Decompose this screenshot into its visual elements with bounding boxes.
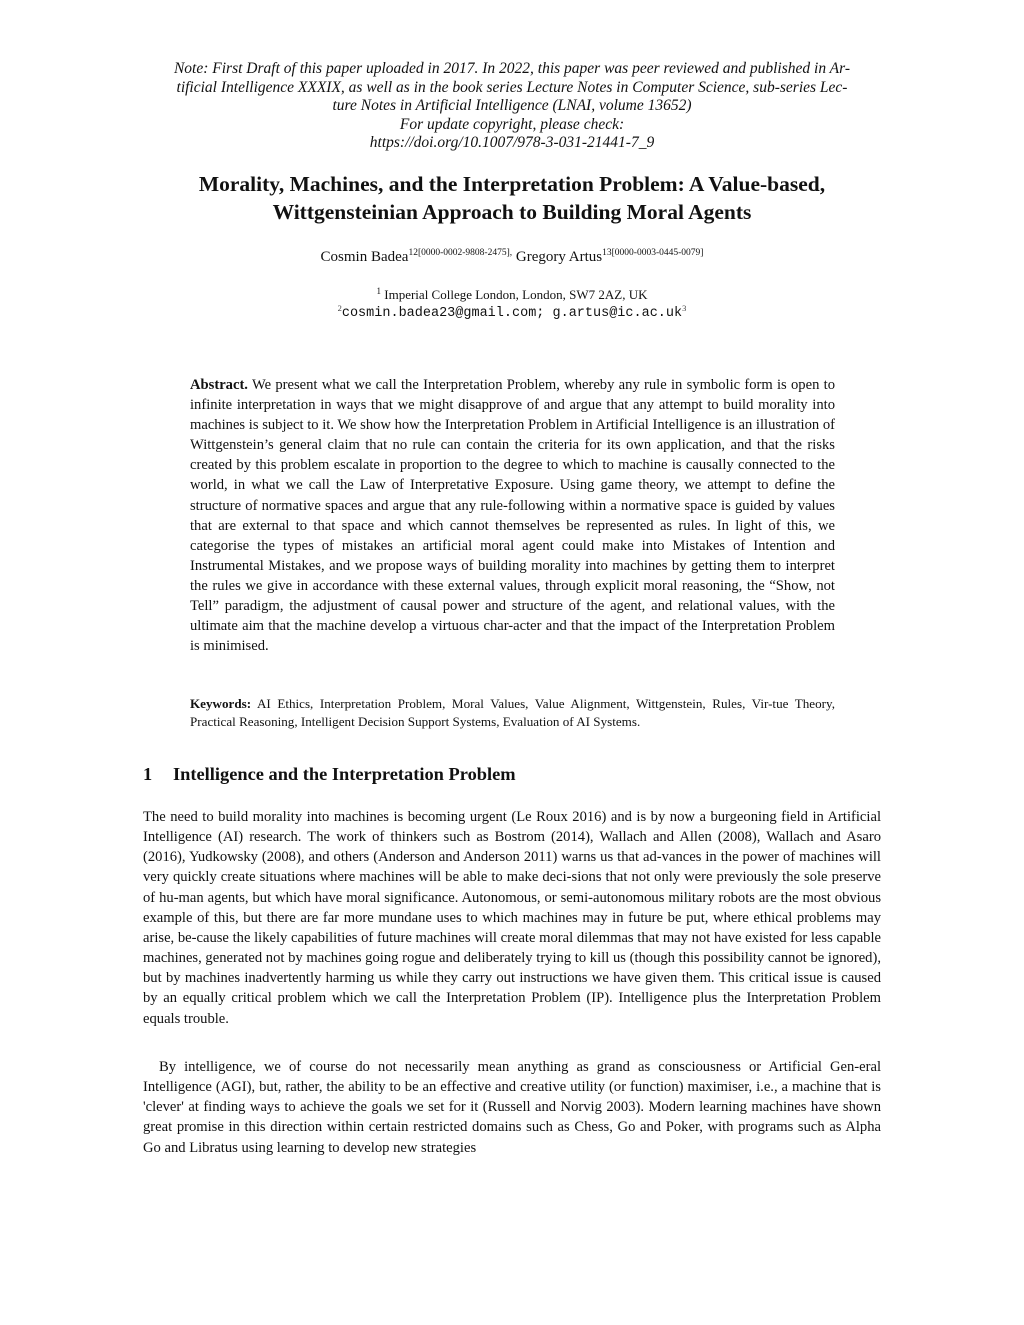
abstract-label: Abstract.: [190, 377, 248, 393]
note-line: tificial Intelligence XXXIX, as well as in the book series Lecture Notes in Computer Science, sub-series Lec-: [176, 78, 848, 96]
title-line-2: Wittgensteinian Approach to Building Moral Agents: [272, 200, 752, 224]
author-list: [0, 249, 1024, 266]
email-text[interactable]: cosmin.badea23@gmail.com; g.artus@ic.ac.uk: [341, 306, 683, 321]
abstract-text: We present what we call the Interpretation Problem, whereby any rule in symbolic form is open to infinite interpretation in ways that we might disapprove of and argue that any attempt to build morality into machines is subject to it. We show how the Interpretation Problem in Artificial Intelligence is an illustration of Wittgenstein’s general claim that no rule can contain the criteria for its own application, and that the risks created by this problem escalate in proportion to the degree to which to machine is causally connected to the world, in what we call the Law of Interpretative Exposure. Using game theory, we attempt to define the structure of normative spaces and argue that any rule-following within a normative space is guided by values that are external to that space and which cannot themselves be represented as rules. In light of this, we categorise the types of mistakes an artificial moral agent could make into Mistakes of Intention and Instrumental Mistakes, and we propose ways of building morality into machines by getting them to interpret the rules we give in accordance with these external values, through explicit moral reasoning, the “Show, not Tell” paradigm, the adjustment of causal power and structure of the agent, and relational values, with the ultimate aim that the machine develop a virtuous char-acter and that the impact of the Interpretation Problem is minimised.: [190, 377, 835, 655]
paper-title: [100, 170, 924, 226]
author-name: Gregory Artus: [515, 249, 603, 265]
affiliation-superscript: 1: [376, 286, 382, 296]
body-paragraph-1: The need to build morality into machines is becoming urgent (Le Roux 2016) and is by now a burgeoning field in Artificial Intelligence (AI) research. The work of thinkers such as Bostrom (2014), Wallach and Allen (2008), Wallach and Asaro (2016), Yudkowsky (2008), and others (Anderson and Anderson 2011) warns us that ad-vances in the power of machines will very quickly create situations where machines will be able to make deci-sions that not only were previously the sole preserve of hu-man agents, but which have moral significance. Autonomous, or semi-autonomous military robots are the most obvious example of this, but there are far more mundane uses to which machines may in future be put, where ethical problems may arise, be-cause the likely capabilities of future machines will create moral dilemmas that may not have existed for less capable machines, generated not by machines going rogue and deliberately trying to kill us (though this possibility cannot be ignored), but by machines inadvertently harming us while they carry out instructions we have given them. This critical issue is caused by an equally critical problem which we call the Interpretation Problem (IP). Intelligence plus the Interpretation Problem equals trouble.: [143, 809, 881, 1027]
note-line: Note: First Draft of this paper uploaded in 2017. In 2022, this paper was peer reviewed and published in Ar-: [173, 60, 851, 77]
affiliation: [0, 287, 1024, 303]
note-line: ture Notes in Artificial Intelligence (LNAI, volume 13652): [332, 97, 692, 115]
section-title: Intelligence and the Interpretation Problem: [173, 764, 516, 784]
note-line: For update copyright, please check:: [399, 115, 625, 133]
publication-note: [140, 60, 884, 153]
affiliation-text: Imperial College London, London, SW7 2AZ, UK: [384, 287, 648, 302]
email-superscript: 2: [337, 303, 342, 313]
author-name: Cosmin Badea: [320, 249, 409, 265]
section-heading: [143, 764, 516, 785]
title-line-1: Morality, Machines, and the Interpretation Problem: A Value-based,: [198, 172, 826, 196]
email-superscript: 3: [682, 303, 687, 313]
section-number: 1: [143, 764, 153, 784]
keywords-text: AI Ethics, Interpretation Problem, Moral Values, Value Alignment, Wittgenstein, Rules, Vir-tue Theory, Practical Reasoning, Intelligent Decision Support Systems, Evaluation of AI Systems.: [190, 696, 835, 730]
author-emails: [0, 303, 1024, 321]
body-paragraph-2: By intelligence, we of course do not necessarily mean anything as grand as consciousness or Artificial Gen-eral Intelligence (AGI), but, rather, the ability to be an effective and creative utility (or function) maximiser, i.e., a machine that is 'clever' at finding ways to achieve the goals we set for it (Russell and Norvig 2003). Modern learning machines have shown great promise in this direction within certain restricted domains such as Chess, Go and Poker, with programs such as Alpha Go and Libratus using learning to develop new strategies: [143, 1059, 881, 1156]
abstract: [190, 375, 835, 656]
keywords: [190, 695, 835, 731]
author-superscript: 13[0000-0003-0445-0079]: [602, 248, 704, 258]
author-superscript: 12[0000-0002-9808-2475],: [408, 248, 513, 258]
keywords-label: Keywords:: [190, 696, 252, 711]
doi-link[interactable]: https://doi.org/10.1007/978-3-031-21441-7_9: [369, 134, 655, 152]
